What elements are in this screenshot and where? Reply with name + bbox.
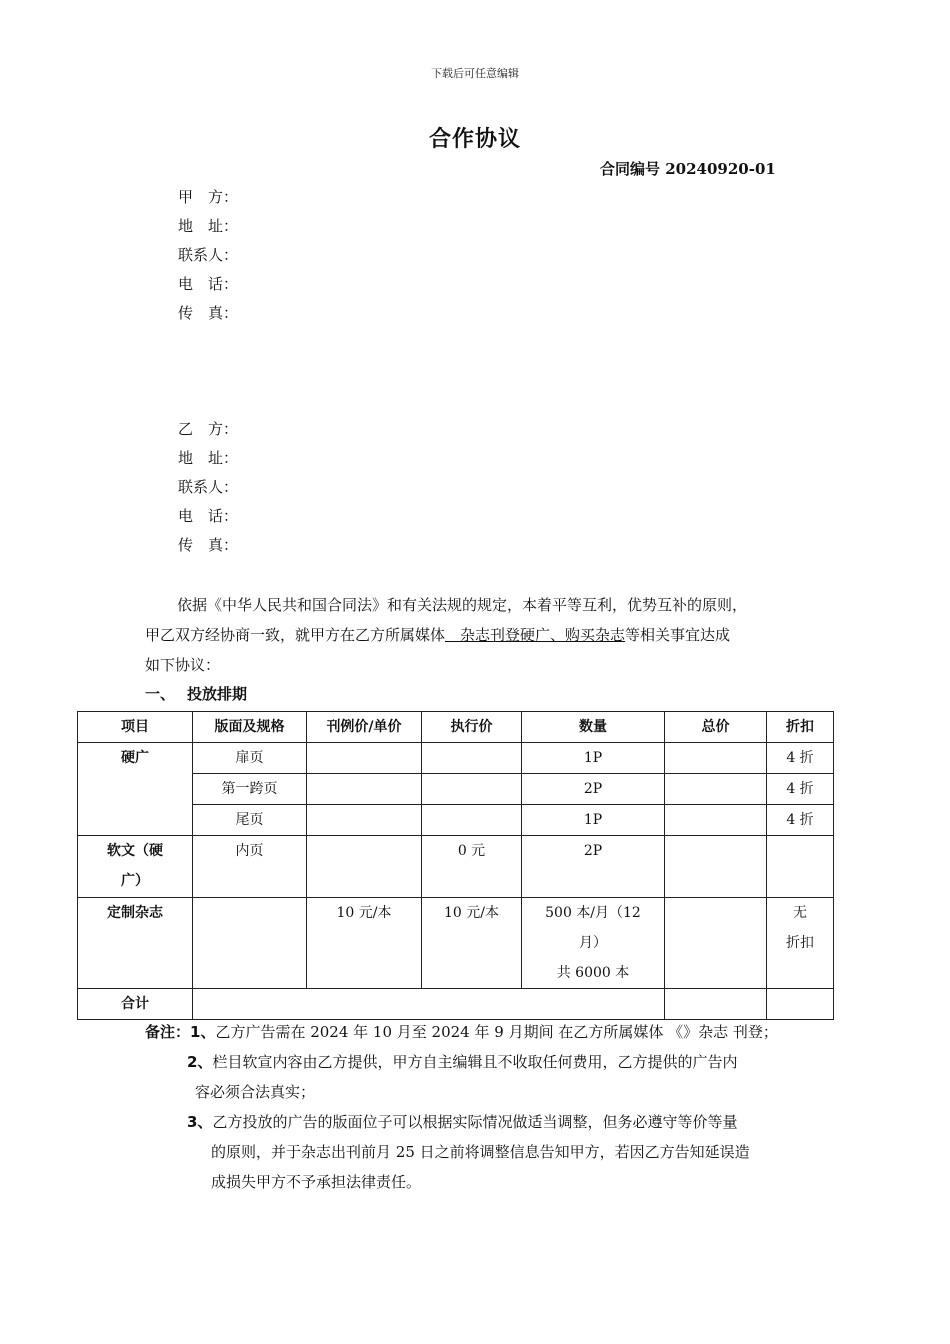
table-cell [422, 805, 522, 836]
table-cell-exec: 0 元 [422, 836, 522, 898]
table-cell [665, 898, 767, 989]
table-cell-qty: 1P [522, 743, 665, 774]
table-row [78, 836, 834, 898]
custom-discount-line-1: 无 [793, 905, 807, 921]
party-a-fax-label: 传 真： [178, 304, 239, 322]
soft-article-label-line-1: 软文（硬 [107, 843, 163, 859]
note-2-text-a: 栏目软宣内容由乙方提供，甲方自主编辑且不收取任何费用，乙方提供的广告内 [212, 1053, 738, 1071]
party-b-phone-label: 电 话： [178, 507, 239, 525]
note-3-cont-2: 成损失甲方不予承担法律责任。 [211, 1173, 422, 1191]
table-cell-exec: 10 元/本 [422, 898, 522, 989]
party-b-fax-label: 传 真： [178, 536, 239, 554]
custom-qty-line-3: 共 6000 本 [556, 965, 630, 981]
table-cell [665, 836, 767, 898]
table-cell-discount: 4 折 [767, 774, 834, 805]
table-cell-qty: 2P [522, 774, 665, 805]
header-discount: 折扣 [767, 712, 834, 743]
table-cell-discount: 4 折 [767, 743, 834, 774]
intro-line-2-post: 等相关事宜达成 [625, 626, 731, 644]
header-item: 项目 [78, 712, 193, 743]
total-label: 合计 [78, 989, 193, 1020]
contract-number: 合同编号 20240920-01 [600, 160, 776, 178]
table-row [78, 743, 834, 774]
table-cell [307, 743, 422, 774]
section-1-label: 投放排期 [187, 685, 248, 703]
party-a-info [178, 183, 238, 328]
header-quantity: 数量 [522, 712, 665, 743]
soft-article-label-line-2: 广） [121, 873, 149, 889]
note-3-cont-1: 的原则，并于杂志出刊前月 25 日之前将调整信息告知甲方，若因乙方告知延误造 [211, 1143, 750, 1161]
table-cell [665, 989, 767, 1020]
intro-line-1: 依据《中华人民共和国合同法》和有关法规的规定，本着平等互利，优势互补的原则， [177, 596, 748, 614]
party-a-contact-label: 联系人： [178, 246, 239, 264]
section-1-number: 一、 [145, 685, 176, 703]
intro-underlined-subject: 杂志刊登硬广、购买杂志 [445, 626, 626, 644]
note-1-text: 乙方广告需在 2024 年 10 月至 2024 年 9 月期间 在乙方所属媒体 《》杂志 刊登； [215, 1023, 778, 1041]
party-a-name-label: 甲 方： [178, 188, 239, 206]
table-cell [193, 989, 665, 1020]
notes [145, 1017, 825, 1197]
table-cell [307, 805, 422, 836]
note-3 [145, 1107, 825, 1137]
note-2-number: 2、 [187, 1053, 213, 1071]
header-layout: 版面及规格 [193, 712, 307, 743]
note-1-number: 1、 [190, 1023, 216, 1041]
note-1 [145, 1017, 825, 1047]
table-cell [665, 805, 767, 836]
custom-discount-line-2: 折扣 [786, 935, 814, 951]
table-cell [665, 774, 767, 805]
custom-qty-line-2: 月） [579, 935, 607, 951]
table-cell-page: 第一跨页 [193, 774, 307, 805]
custom-magazine-label: 定制杂志 [78, 898, 193, 989]
table-cell [307, 774, 422, 805]
party-b-name-label: 乙 方： [178, 420, 239, 438]
table-cell [307, 836, 422, 898]
header-list-price: 刊例价/单价 [307, 712, 422, 743]
intro-line-2 [145, 620, 815, 650]
table-total-row [78, 989, 834, 1020]
table-header-row [78, 712, 834, 743]
table-cell [422, 774, 522, 805]
party-b-info [178, 415, 238, 560]
table-cell-page: 尾页 [193, 805, 307, 836]
note-3-number: 3、 [187, 1113, 213, 1131]
note-2-cont: 容必须合法真实； [195, 1083, 316, 1101]
soft-article-label [78, 836, 193, 898]
table-cell-list-price: 10 元/本 [307, 898, 422, 989]
party-b-contact-label: 联系人： [178, 478, 239, 496]
table-cell-discount [767, 898, 834, 989]
header-total: 总价 [665, 712, 767, 743]
table-cell [422, 743, 522, 774]
table-cell-qty: 2P [522, 836, 665, 898]
table-cell [767, 989, 834, 1020]
section-1-heading [145, 683, 247, 704]
table-cell-qty [522, 898, 665, 989]
party-a-address-label: 地 址： [178, 217, 239, 235]
table-cell-qty: 1P [522, 805, 665, 836]
intro-paragraph [145, 590, 815, 680]
schedule-table [77, 711, 834, 1020]
table-cell-page: 内页 [193, 836, 307, 898]
document-title: 合作协议 [428, 127, 521, 152]
header-note: 下载后可任意编辑 [431, 67, 519, 80]
table-row [78, 898, 834, 989]
table-cell [665, 743, 767, 774]
party-b-address-label: 地 址： [178, 449, 239, 467]
header-exec-price: 执行价 [422, 712, 522, 743]
custom-qty-line-1: 500 本/月（12 [545, 905, 641, 921]
hard-ad-label: 硬广 [78, 743, 193, 836]
intro-line-2-pre: 甲乙双方经协商一致，就甲方在乙方所属媒体 [145, 626, 446, 644]
intro-line-3: 如下协议： [145, 656, 221, 674]
note-2 [145, 1047, 825, 1077]
table-cell [767, 836, 834, 898]
party-a-phone-label: 电 话： [178, 275, 239, 293]
notes-label: 备注： [145, 1023, 191, 1041]
table-cell [193, 898, 307, 989]
table-cell-discount: 4 折 [767, 805, 834, 836]
note-3-text-a: 乙方投放的广告的版面位子可以根据实际情况做适当调整，但务必遵守等价等量 [212, 1113, 738, 1131]
table-cell-page: 扉页 [193, 743, 307, 774]
